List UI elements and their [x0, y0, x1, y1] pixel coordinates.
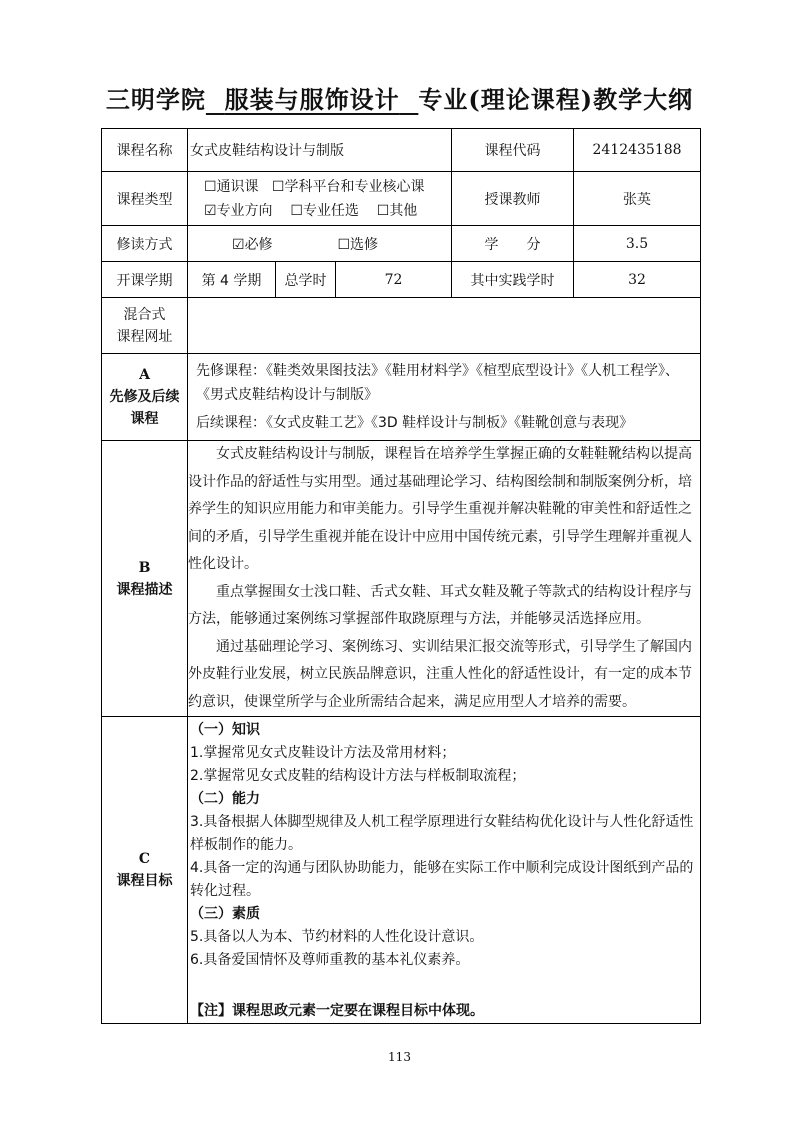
row-course-type: [102, 172, 701, 226]
section-a-label: A 先修及后续 课程: [102, 354, 188, 441]
hours-label: 总学时: [276, 262, 336, 298]
title-prefix: 三明学院: [105, 85, 206, 114]
type-checkbox-other[interactable]: ☐其他: [376, 202, 418, 219]
course-type-label: 课程类型: [102, 172, 188, 226]
prereq-line-2: 《男式皮鞋结构设计与制版》: [196, 387, 378, 403]
objective-item: 1.掌握常见女式皮鞋设计方法及常用材料；: [190, 745, 456, 761]
syllabus-table: [101, 128, 701, 1024]
row-section-c: [102, 717, 701, 1024]
section-a-content: [188, 354, 701, 441]
mode-checkbox-optional[interactable]: ☐选修: [337, 236, 379, 253]
ideology-note: 【注】课程思政元素一定要在课程目标中体现。: [190, 1003, 484, 1019]
practice-label: 其中实践学时: [452, 262, 574, 298]
type-checkbox-core[interactable]: ☐学科平台和专业核心课: [271, 178, 425, 195]
prereq-line-1: 先修课程：《鞋类效果图技法》《鞋用材料学》《楦型底型设计》《人机工程学》、: [196, 363, 679, 379]
objective-item: 6.具备爱国情怀及尊师重教的基本礼仪素养。: [190, 952, 470, 968]
section-b-label: B 课程描述: [102, 441, 188, 717]
row-study-mode: [102, 226, 701, 262]
type-checkbox-general[interactable]: ☐通识课: [204, 178, 259, 195]
type-checkbox-elective[interactable]: ☐专业任选: [290, 202, 359, 219]
course-name: 女式皮鞋结构设计与制版: [188, 129, 452, 172]
teacher: 张英: [574, 172, 701, 226]
row-semester: [102, 262, 701, 298]
objective-item: 5.具备以人为本、节约材料的人性化设计意识。: [190, 929, 484, 945]
type-checkbox-direction[interactable]: ☑专业方向: [204, 202, 273, 219]
course-name-label: 课程名称: [102, 129, 188, 172]
description-paragraph: 女式皮鞋结构设计与制版，课程旨在培养学生掌握正确的女鞋鞋靴结构以提高设计作品的舒适性与实用型。通过基础理论学习、结构图绘制和制版案例分析，培养学生的知识应用能力和审美能力。引导学生重视并解决鞋靴的审美性和舒适性之间的矛盾，引导学生重视并能在设计中应用中国传统元素，引导学生理解并重视人性化设计。: [188, 446, 692, 572]
section-c-content: [188, 717, 701, 1024]
objective-item: 4.具备一定的沟通与团队协助能力，能够在实际工作中顺利完成设计图纸到产品的转化过程。: [190, 860, 694, 899]
study-mode-label: 修读方式: [102, 226, 188, 262]
objective-heading-knowledge: （一）知识: [190, 722, 260, 738]
semester-label: 开课学期: [102, 262, 188, 298]
section-b-content: [188, 441, 701, 717]
row-course-name: [102, 129, 701, 172]
followup-courses: 后续课程：《女式皮鞋工艺》《3D 鞋样设计与制板》《鞋靴创意与表现》: [196, 415, 634, 431]
title-suffix: 专业(理论课程)教学大纲: [418, 85, 694, 114]
row-course-url: [102, 298, 701, 354]
objective-heading-ability: （二）能力: [190, 791, 260, 807]
page-number: 113: [388, 1050, 411, 1064]
description-paragraph: 通过基础理论学习、案例练习、实训结果汇报交流等形式，引导学生了解国内外皮鞋行业发展，树立民族品牌意识，注重人性化的舒适性设计，有一定的成本节约意识，使课堂所学与企业所需结合起来，满足应用型人才培养的需要。: [188, 638, 692, 710]
objective-item: 3.具备根据人体脚型规律及人机工程学原理进行女鞋结构优化设计与人性化舒适性样板制作的能力。: [190, 814, 694, 853]
course-code: 2412435188: [574, 129, 701, 172]
course-type-options: [188, 172, 452, 226]
credit-label: 学 分: [452, 226, 574, 262]
description-paragraph: 重点掌握围女士浅口鞋、舌式女鞋、耳式女鞋及靴子等款式的结构设计程序与方法，能够通过案例练习掌握部件取跷原理与方法，并能够灵活选择应用。: [188, 583, 692, 627]
credit: 3.5: [574, 226, 701, 262]
teacher-label: 授课教师: [452, 172, 574, 226]
document-title: [0, 80, 799, 115]
course-url-label: 混合式 课程网址: [102, 298, 188, 354]
study-mode-options: [188, 226, 452, 262]
semester: 第 4 学期: [188, 262, 276, 298]
objective-item: 2.掌握常见女式皮鞋的结构设计方法与样板制取流程；: [190, 768, 526, 784]
row-section-b: [102, 441, 701, 717]
objective-heading-quality: （三）素质: [190, 906, 260, 922]
section-c-label: C 课程目标: [102, 717, 188, 1024]
title-major: 服装与服饰设计: [224, 85, 400, 114]
course-code-label: 课程代码: [452, 129, 574, 172]
mode-checkbox-required[interactable]: ☑必修: [232, 236, 273, 253]
course-url-value: [188, 298, 701, 354]
hours: 72: [336, 262, 452, 298]
practice-hours: 32: [574, 262, 701, 298]
row-section-a: [102, 354, 701, 441]
